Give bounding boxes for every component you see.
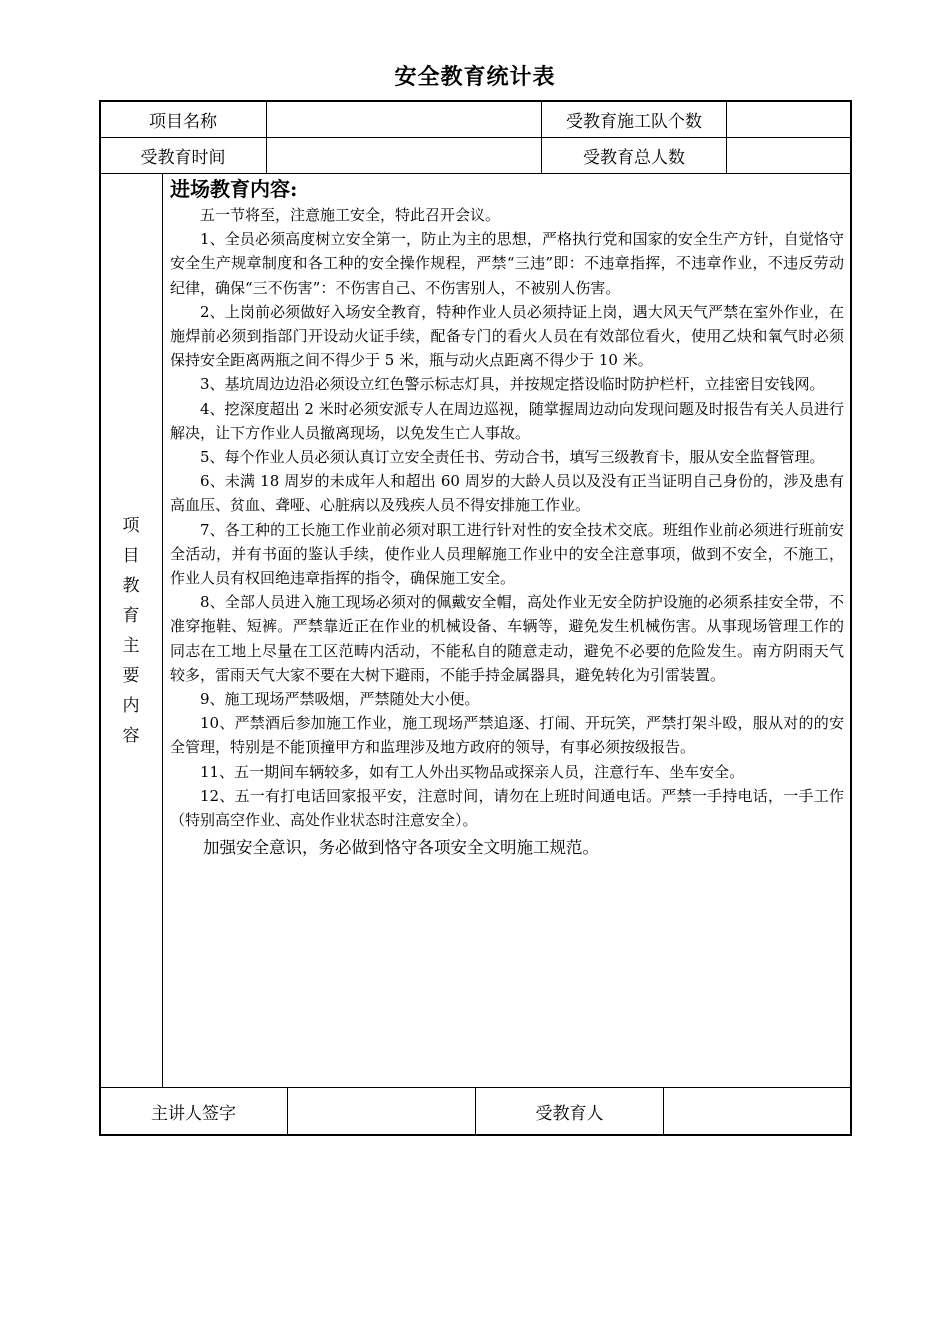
- project-name-field[interactable]: [267, 101, 541, 137]
- speaker-sign-field[interactable]: [288, 1088, 475, 1135]
- side-label-char: 要: [122, 666, 140, 686]
- content-paragraph: 2、上岗前必须做好入场安全教育，特种作业人员必须持证上岗，遇大风天气严禁在室外作业，在施焊前必须到指部门开设动火证手续，配备专门的看火人员在有效部位看火，使用乙炔和氧气时必须保持安全距离两瓶之间不得少于 5 米，瓶与动火点距离不得少于 10 米。: [170, 302, 844, 370]
- side-label-char: 育: [122, 606, 140, 626]
- content-paragraph: 11、五一期间车辆较多，如有工人外出买物品或探亲人员，注意行车、坐车安全。: [200, 762, 745, 781]
- total-people-label: 受教育总人数: [583, 148, 685, 168]
- content-paragraph: 4、挖深度超出 2 米时必须安派专人在周边巡视，随掌握周边动向发现问题及时报告有关人员进行解决，让下方作业人员撤离现场，以免发生亡人事故。: [170, 399, 844, 442]
- team-count-field[interactable]: [727, 101, 850, 137]
- side-label-char: 内: [122, 696, 140, 716]
- edu-time-label: 受教育时间: [140, 148, 226, 168]
- project-name-label: 项目名称: [149, 111, 217, 132]
- educatee-label: 受教育人: [535, 1104, 604, 1124]
- row-divider: [100, 173, 851, 174]
- page-title: 安全教育统计表: [394, 64, 556, 90]
- content-paragraph: 5、每个作业人员必须认真订立安全责任书、劳动合书，填写三级教育卡，服从安全监督管理。: [200, 448, 825, 467]
- content-heading: 进场教育内容:: [170, 177, 298, 201]
- content-paragraph: 五一节将至，注意施工安全，特此召开会议。: [200, 206, 501, 224]
- side-label-char: 容: [122, 726, 140, 746]
- side-label: [100, 175, 162, 1087]
- content-paragraph: 9、施工现场严禁吸烟，严禁随处大小便。: [200, 690, 480, 709]
- content-closing: 加强安全意识，务必做到恪守各项安全文明施工规范。: [203, 838, 599, 858]
- content-paragraph: 6、未满 18 周岁的未成年人和超出 60 周岁的大龄人员以及没有正当证明自己身份的，涉及患有高血压、贫血、聋哑、心脏病以及残疾人员不得安排施工作业。: [170, 472, 844, 515]
- edu-time-field[interactable]: [267, 138, 541, 173]
- side-label-char: 教: [122, 576, 140, 596]
- speaker-sign-label: 主讲人签字: [151, 1104, 236, 1124]
- side-label-char: 项: [122, 516, 140, 536]
- content-paragraph: 3、基坑周边边沿必须设立红色警示标志灯具，并按规定搭设临时防护栏杆，立挂密目安钱网。: [200, 375, 825, 394]
- content-paragraph: 1、全员必须高度树立安全第一，防止为主的思想，严格执行党和国家的安全生产方针，自觉恪守安全生产规章制度和各工种的安全操作规程，严禁“三违”即：不违章指挥，不违章作业，不违反劳动纪律，确保“三不伤害”：不伤害自己、不伤害别人，不被别人伤害。: [170, 230, 844, 297]
- content-paragraph: 12、五一有打电话回家报平安，注意时间，请勿在上班时间通电话。严禁一手持电话，一手工作（特别高空作业、高处作业状态时注意安全）。: [170, 786, 844, 830]
- educatee-field[interactable]: [664, 1088, 850, 1135]
- team-count-label: 受教育施工队个数: [566, 111, 702, 132]
- content-paragraph: 7、各工种的工长施工作业前必须对职工进行针对性的安全技术交底。班组作业前必须进行班前安全活动，并有书面的鉴认手续，使作业人员理解施工作业中的安全注意事项，做到不安全，不施工，作业人员有权回绝违章指挥的指令，确保施工安全。: [170, 520, 844, 588]
- total-people-field[interactable]: [727, 138, 850, 173]
- side-label-char: 主: [122, 636, 140, 656]
- column-divider: [162, 173, 163, 1087]
- content-paragraph: 8、全部人员进入施工现场必须对的佩戴安全帽，高处作业无安全防护设施的必须系挂安全带，不准穿拖鞋、短裤。严禁靠近正在作业的机械设备、车辆等，避免发生机械伤害。从事现场管理工作的同志在工地上尽量在工区范畴内活动，不能私自的随意走动，避免不必要的危险发生。南方阴雨天气较多，雷雨天气大家不要在大树下避雨，不能手持金属器具，避免转化为引雷装置。: [170, 593, 844, 684]
- side-label-char: 目: [122, 546, 140, 566]
- education-content: [170, 175, 844, 861]
- content-paragraph: 10、严禁酒后参加施工作业，施工现场严禁追逐、打闹、开玩笑，严禁打架斗殴，服从对的的安全管理，特别是不能顶撞甲方和监理涉及地方政府的领导，有事必须按级报告。: [170, 714, 844, 757]
